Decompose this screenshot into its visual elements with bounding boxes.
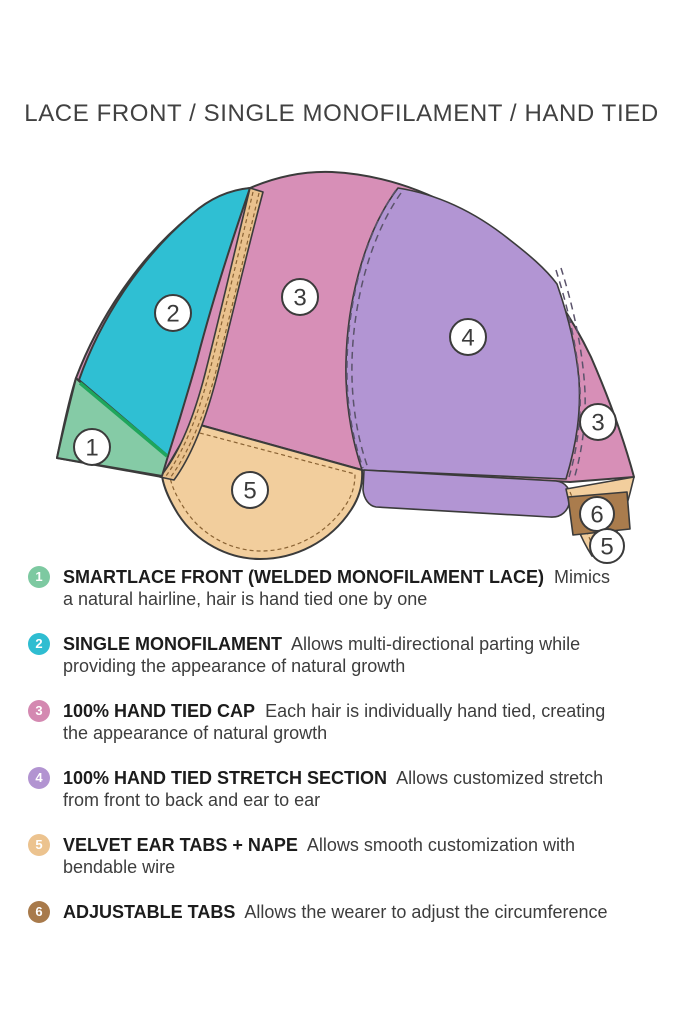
svg-text:5: 5 <box>243 477 257 505</box>
diagram-badge-3-back <box>580 404 616 440</box>
diagram-badge-4 <box>450 319 486 355</box>
legend-badge-6: 6 <box>28 901 50 923</box>
diagram-badge-6 <box>580 497 614 531</box>
legend-item-2 <box>28 633 658 677</box>
legend-desc-1: Mimics a natural hairline, hair is hand tied one by one <box>63 567 610 609</box>
legend-item-3 <box>28 700 658 744</box>
legend-label-1: SMARTLACE FRONT (WELDED MONOFILAMENT LACE) <box>63 567 544 587</box>
diagram-badge-5-nape <box>590 529 624 563</box>
diagram-badge-3-front <box>282 279 318 315</box>
legend-badge-5: 5 <box>28 834 50 856</box>
page-title: LACE FRONT / SINGLE MONOFILAMENT / HAND TIED <box>24 100 659 127</box>
legend-text-1 <box>63 566 618 610</box>
legend-desc-2: Allows multi-directional parting while providing the appearance of natural growth <box>63 634 581 676</box>
diagram-badge-5-ear <box>232 472 268 508</box>
legend-label-2: SINGLE MONOFILAMENT <box>63 634 282 654</box>
svg-text:3: 3 <box>293 284 307 312</box>
legend-item-4 <box>28 767 658 811</box>
legend-item-5 <box>28 834 658 878</box>
legend-item-1 <box>28 566 658 610</box>
svg-text:1: 1 <box>85 434 99 462</box>
legend-text-6 <box>63 901 618 923</box>
legend-badge-2: 2 <box>28 633 50 655</box>
legend-desc-3: Each hair is individually hand tied, creating the appearance of natural growth <box>63 701 606 743</box>
svg-text:2: 2 <box>166 300 180 328</box>
legend-desc-5: Allows smooth customization with bendable wire <box>63 835 575 877</box>
svg-text:5: 5 <box>600 533 614 561</box>
diagram-badge-1 <box>74 429 110 465</box>
diagram-badge-2 <box>155 295 191 331</box>
legend-badge-1: 1 <box>28 566 50 588</box>
legend-text-4 <box>63 767 618 811</box>
legend-label-4: 100% HAND TIED STRETCH SECTION <box>63 768 388 788</box>
legend-text-5 <box>63 834 618 878</box>
svg-text:4: 4 <box>461 324 475 352</box>
legend-text-3 <box>63 700 618 744</box>
legend-desc-4: Allows customized stretch from front to back and ear to ear <box>63 768 604 810</box>
legend-text-2 <box>63 633 618 677</box>
legend <box>28 566 658 946</box>
legend-label-6: ADJUSTABLE TABS <box>63 902 236 922</box>
legend-badge-3: 3 <box>28 700 50 722</box>
cap-diagram <box>0 150 683 580</box>
legend-desc-6: Allows the wearer to adjust the circumference <box>244 902 608 922</box>
svg-text:3: 3 <box>591 409 605 437</box>
legend-badge-4: 4 <box>28 767 50 789</box>
svg-text:6: 6 <box>590 501 604 529</box>
legend-label-5: VELVET EAR TABS + NAPE <box>63 835 298 855</box>
legend-label-3: 100% HAND TIED CAP <box>63 701 256 721</box>
legend-item-6 <box>28 901 658 923</box>
